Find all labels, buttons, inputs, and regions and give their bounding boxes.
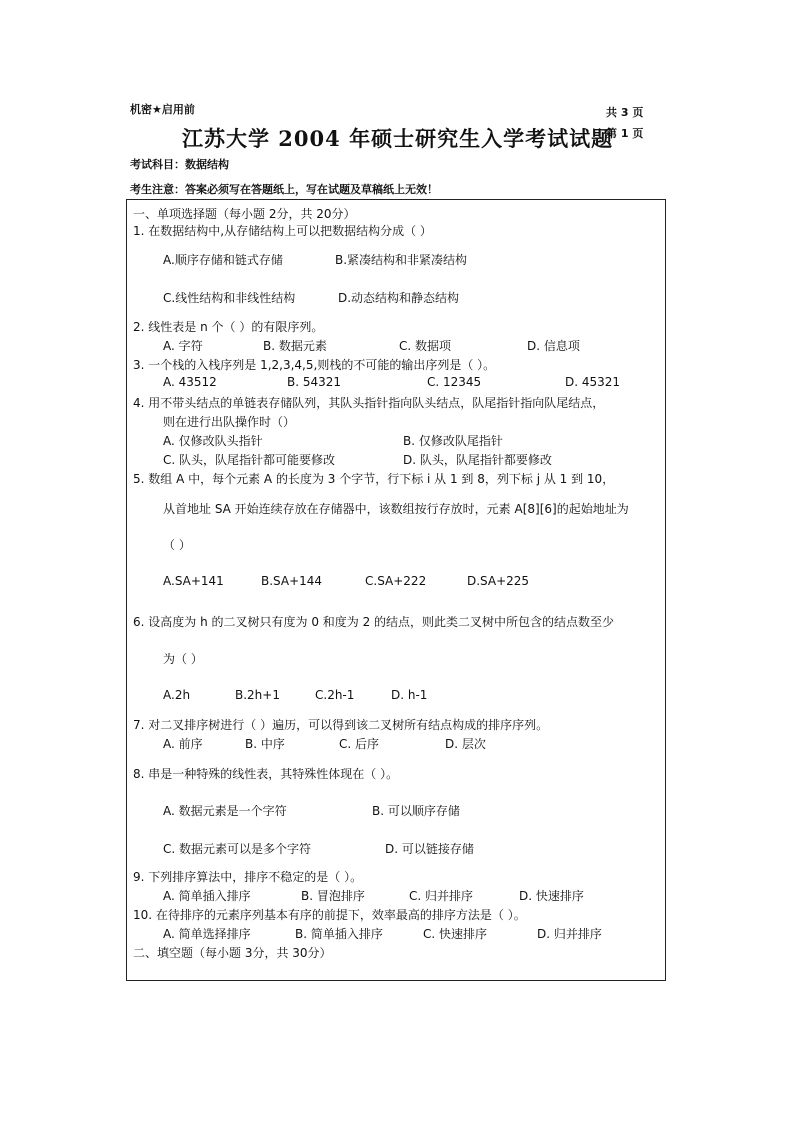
q1-option-d: D.动态结构和静态结构: [338, 291, 460, 305]
question-4-line-2: 则在进行出队操作时（）: [163, 415, 296, 429]
question-5-line-2: 从首地址 SA 开始连续存放在存储器中，该数组按行存放时，元素 A[8][6]的起始地址为: [163, 502, 629, 516]
q7-option-b: B. 中序: [245, 737, 285, 751]
question-6-line-2: 为（ ）: [163, 652, 203, 666]
q4-option-c: C. 队头，队尾指针都可能要修改: [163, 453, 336, 467]
q4-option-a: A. 仅修改队头指针: [163, 434, 263, 448]
q9-option-a: A. 简单插入排序: [163, 889, 251, 903]
question-3: 3. 一个栈的入栈序列是 1,2,3,4,5,则栈的不可能的输出序列是（ ）。: [133, 358, 496, 372]
q5-blank: （ ）: [163, 538, 191, 552]
q4-option-d: D. 队头，队尾指针都要修改: [403, 453, 552, 467]
question-10: 10. 在待排序的元素序列基本有序的前提下，效率最高的排序方法是（ ）。: [133, 908, 526, 922]
q3-option-c: C. 12345: [427, 375, 482, 389]
q2-option-c: C. 数据项: [399, 339, 452, 353]
q10-option-c: C. 快速排序: [423, 927, 488, 941]
question-1: 1. 在数据结构中,从存储结构上可以把数据结构分成（ ）: [133, 224, 432, 238]
q1-option-a: A.顺序存储和链式存储: [163, 253, 283, 267]
q9-option-b: B. 冒泡排序: [301, 889, 365, 903]
total-pages: 共 3 页: [606, 106, 644, 119]
q7-option-d: D. 层次: [445, 737, 486, 751]
section-heading-2: 二、填空题（每小题 3分，共 30分）: [133, 946, 332, 960]
question-7: 7. 对二叉排序树进行（ ）遍历，可以得到该二叉树所有结点构成的排序序列。: [133, 718, 549, 732]
q6-option-c: C.2h-1: [315, 688, 355, 702]
q8-option-b: B. 可以顺序存储: [372, 804, 460, 818]
q10-option-a: A. 简单选择排序: [163, 927, 251, 941]
q1-option-c: C.线性结构和非线性结构: [163, 291, 296, 305]
question-5-line-1: 5. 数组 A 中，每个元素 A 的长度为 3 个字节，行下标 i 从 1 到 8，列下标 j 从 1 到 10，: [133, 472, 615, 486]
q10-option-d: D. 归并排序: [537, 927, 602, 941]
q9-option-c: C. 归并排序: [409, 889, 474, 903]
page-title: 江苏大学 2004 年硕士研究生入学考试试题: [182, 126, 614, 151]
q1-option-b: B.紧凑结构和非紧凑结构: [335, 253, 468, 267]
q3-option-d: D. 45321: [565, 375, 621, 389]
q7-option-a: A. 前序: [163, 737, 203, 751]
question-2: 2. 线性表是 n 个（ ）的有限序列。: [133, 320, 324, 334]
q10-option-b: B. 简单插入排序: [295, 927, 383, 941]
q5-option-c: C.SA+222: [365, 574, 427, 588]
q5-option-b: B.SA+144: [261, 574, 323, 588]
question-9: 9. 下列排序算法中，排序不稳定的是（ ）。: [133, 870, 363, 884]
q3-option-b: B. 54321: [287, 375, 342, 389]
exam-subject: 考试科目：数据结构: [130, 158, 229, 171]
q2-option-d: D. 信息项: [527, 339, 580, 353]
q5-option-d: D.SA+225: [467, 574, 530, 588]
question-box: [126, 199, 666, 981]
question-8: 8. 串是一种特殊的线性表，其特殊性体现在（ ）。: [133, 767, 399, 781]
q6-option-d: D. h-1: [391, 688, 428, 702]
exam-notice: 考生注意：答案必须写在答题纸上，写在试题及草稿纸上无效！: [130, 183, 438, 196]
section-heading: 一、单项选择题（每小题 2分，共 20分）: [133, 207, 356, 221]
current-page: 第 1 页: [606, 127, 644, 140]
q7-option-c: C. 后序: [339, 737, 380, 751]
q2-option-a: A. 字符: [163, 339, 203, 353]
q9-option-d: D. 快速排序: [519, 889, 584, 903]
q6-option-a: A.2h: [163, 688, 191, 702]
q6-option-b: B.2h+1: [235, 688, 280, 702]
confidential-mark: 机密★启用前: [130, 103, 195, 116]
q4-option-b: B. 仅修改队尾指针: [403, 434, 503, 448]
question-4-line-1: 4. 用不带头结点的单链表存储队列，其队头指针指向队头结点，队尾指针指向队尾结点，: [133, 396, 605, 410]
question-6-line-1: 6. 设高度为 h 的二叉树只有度为 0 和度为 2 的结点，则此类二叉树中所包含的结点数至少: [133, 615, 615, 629]
q8-option-a: A. 数据元素是一个字符: [163, 804, 287, 818]
q2-option-b: B. 数据元素: [263, 339, 327, 353]
q5-option-a: A.SA+141: [163, 574, 224, 588]
q8-option-c: C. 数据元素可以是多个字符: [163, 842, 312, 856]
q8-option-d: D. 可以链接存储: [385, 842, 474, 856]
q3-option-a: A. 43512: [163, 375, 217, 389]
